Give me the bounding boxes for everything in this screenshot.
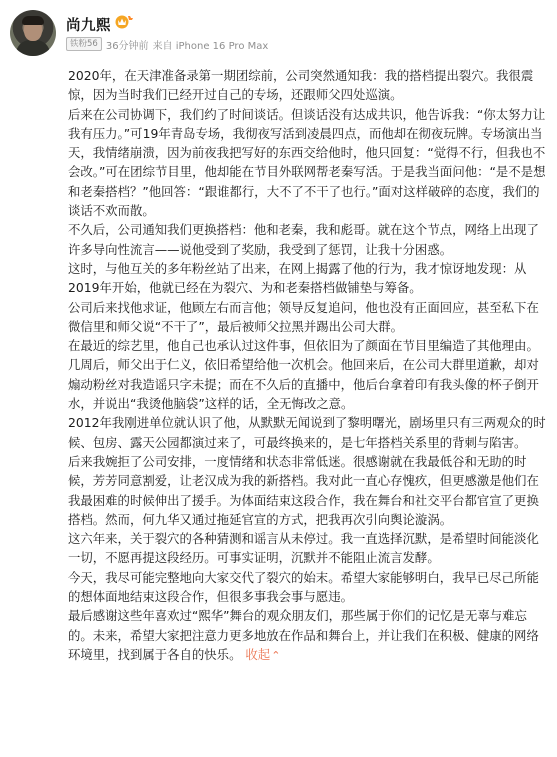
post-header	[10, 8, 550, 58]
post-paragraph: 2020年，在天津准备录第一期团综前，公司突然通知我：我的搭档提出裂穴。我很震惊，因为当时我们已经开过自己的专场，还跟师父四处巡演。	[68, 68, 534, 103]
collapse-label: 收起	[245, 646, 271, 662]
post-device: 来自 iPhone 16 Pro Max	[152, 40, 269, 52]
post-paragraph: 后来在公司协调下，我们约了时间谈话。但谈话没有达成共识，他告诉我：“你太努力让我有压力。”可19年青岛专场，我彻夜写活到凌晨四点，而他却在彻夜玩牌。专场演出当天，我情绪崩溃，因为前夜我把写好的东西交给他时，他只回复：“觉得不行，但我也不会改。”可在团综节目里，他却能在节目外联网帮老秦写活。于是我当面问他：“是不是想和老秦搭档？”他回答：“跟谁都行，大不了不干了也行。”面对这样破碎的态度，我们的谈话不欢而散。	[68, 106, 546, 219]
post-paragraph: 不久后，公司通知我们更换搭档：他和老秦，我和彪哥。就在这个节点，网络上出现了许多导向性流言——说他受到了奖励，我受到了惩罚，让我十分困惑。	[68, 222, 539, 257]
post-paragraph: 这六年来，关于裂穴的各种猜测和谣言从未停过。我一直选择沉默，是希望时间能淡化一切，不愿再提这段经历。可事实证明，沉默并不能阻止流言发酵。	[68, 531, 539, 566]
chevron-up-icon: ⌃	[271, 648, 281, 662]
post-paragraph: 这时，与他互关的多年粉丝站了出来，在网上揭露了他的行为，我才惊讶地发现：从2019年开始，他就已经在为裂穴、为和老秦搭档做铺垫与筹备。	[68, 260, 527, 296]
post-paragraph: 几周后，师父出于仁义，依旧希望给他一次机会。他回来后，在公司大群里道歉，却对煽动粉丝对我造谣只字未提；而在不久后的直播中，他后台拿着印有我头像的杯子倒开水，并说出“我烫他脑袋”这样的话，全无悔改之意。	[68, 357, 539, 412]
post-body	[68, 66, 550, 665]
avatar[interactable]	[10, 10, 56, 56]
user-name[interactable]: 尚九熙	[66, 18, 111, 34]
post-time: 36分钟前	[105, 40, 149, 52]
collapse-button[interactable]	[245, 647, 280, 662]
post-paragraph: 2012年我刚进单位就认识了他，从默默无闻说到了黎明曙光，剧场里只有三两观众的时候、包房、露天公园都演过来了，可最终换来的，是七年搭档关系里的背刺与陷害。	[68, 415, 546, 450]
post-meta	[66, 37, 268, 51]
post-paragraph: 今天，我尽可能完整地向大家交代了裂穴的始末。希望大家能够明白，我早已尽己所能的想体面地结束这段合作，但很多事我会事与愿违。	[68, 569, 539, 605]
post-paragraph-text: 最后感谢这些年喜欢过“熙华”舞台的观众朋友们，那些属于你们的记忆是无辜与难忘的。未来，希望大家把注意力更多地放在作品和舞台上，并让我们在积极、健康的网络环境里，找到属于各自的快乐。	[68, 608, 539, 662]
post-paragraph-last	[68, 606, 550, 665]
post-paragraph: 在最近的综艺里，他自己也承认过这件事，但依旧为了颜面在节目里编造了其他理由。	[68, 338, 539, 354]
post-paragraph: 后来我婉拒了公司安排，一度情绪和状态非常低迷。很感谢就在我最低谷和无助的时候，芳芳同意割爱，让老汉成为我的新搭档。我对此一直心存愧疚，但更感激是他们在我最困难的时候伸出了援手。为体面结束这段合作，我在舞台和社交平台都官宣了更换搭档。然而，何九华又通过拖延官宣的方式，把我再次引向舆论漩涡。	[68, 453, 539, 527]
post-paragraph: 公司后来找他求证，他顾左右而言他；领导反复追问，他也没有正面回应，甚至私下在微信里和师父说“不干了”，最后被师父拉黑并踢出公司大群。	[68, 299, 539, 334]
fan-level-badge[interactable]: 铁粉56	[66, 37, 102, 51]
vip-crown-icon[interactable]	[113, 13, 135, 29]
